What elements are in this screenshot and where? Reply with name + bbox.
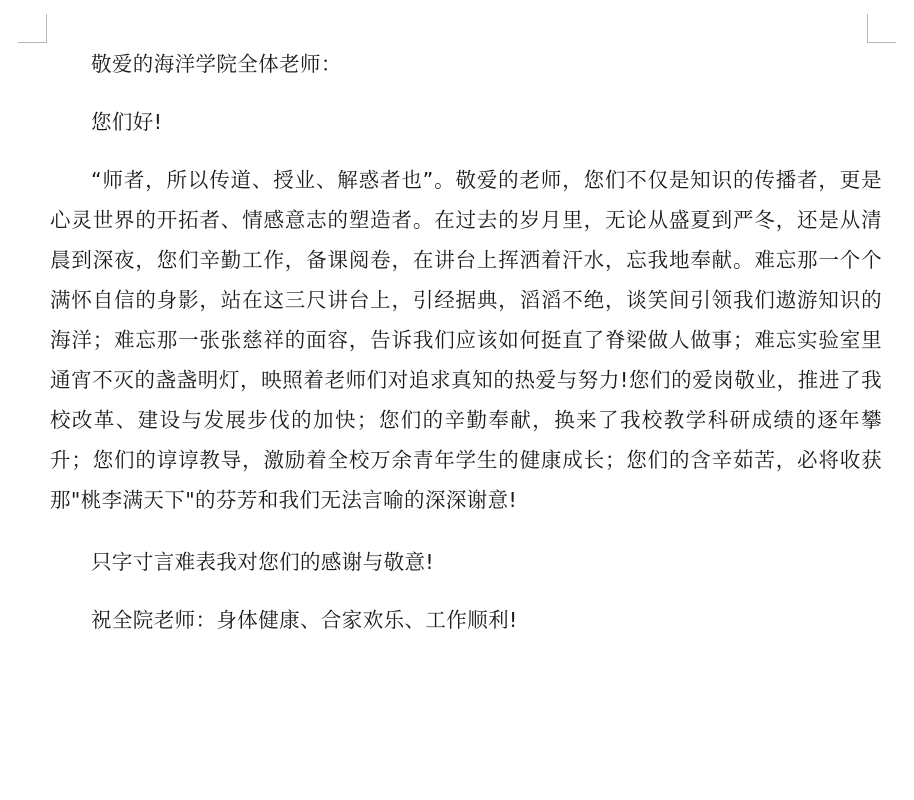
letter-wishes: 祝全院老师：身体健康、合家欢乐、工作顺利! (91, 608, 518, 632)
letter-greeting: 您们好! (91, 110, 163, 134)
letter-thanks: 只字寸言难表我对您们的感谢与敬意! (91, 550, 435, 574)
letter-main-paragraph: “师者，所以传道、授业、解惑者也”。敬爱的老师，您们不仅是知识的传播者，更是心灵世界的开拓者、情感意志的塑造者。在过去的岁月里，无论从盛夏到严冬，还是从清晨到深夜，您们辛勤工作，备课阅卷，在讲台上挥洒着汗水，忘我地奉献。难忘那一个个满怀自信的身影，站在这三尺讲台上，引经据典，滔滔不绝，谈笑间引领我们遨游知识的海洋；难忘那一张张慈祥的面容，告诉我们应该如何挺直了脊梁做人做事；难忘实验室里通宵不灭的盏盏明灯，映照着老师们对追求真知的热爱与努力!您们的爱岗敬业，推进了我校改革、建设与发展步伐的加快；您们的辛勤奉献，换来了我校教学科研成绩的逐年攀升；您们的谆谆教导，激励着全校万余青年学生的健康成长；您们的含辛茹苦，必将收获那"桃李满天下"的芬芳和我们无法言喻的深深谢意! (50, 168, 882, 512)
page-corner-mark-top-right (867, 14, 896, 43)
page-corner-mark-top-left (18, 14, 47, 43)
letter-salutation: 敬爱的海洋学院全体老师： (91, 52, 342, 76)
letter-body (50, 44, 882, 640)
